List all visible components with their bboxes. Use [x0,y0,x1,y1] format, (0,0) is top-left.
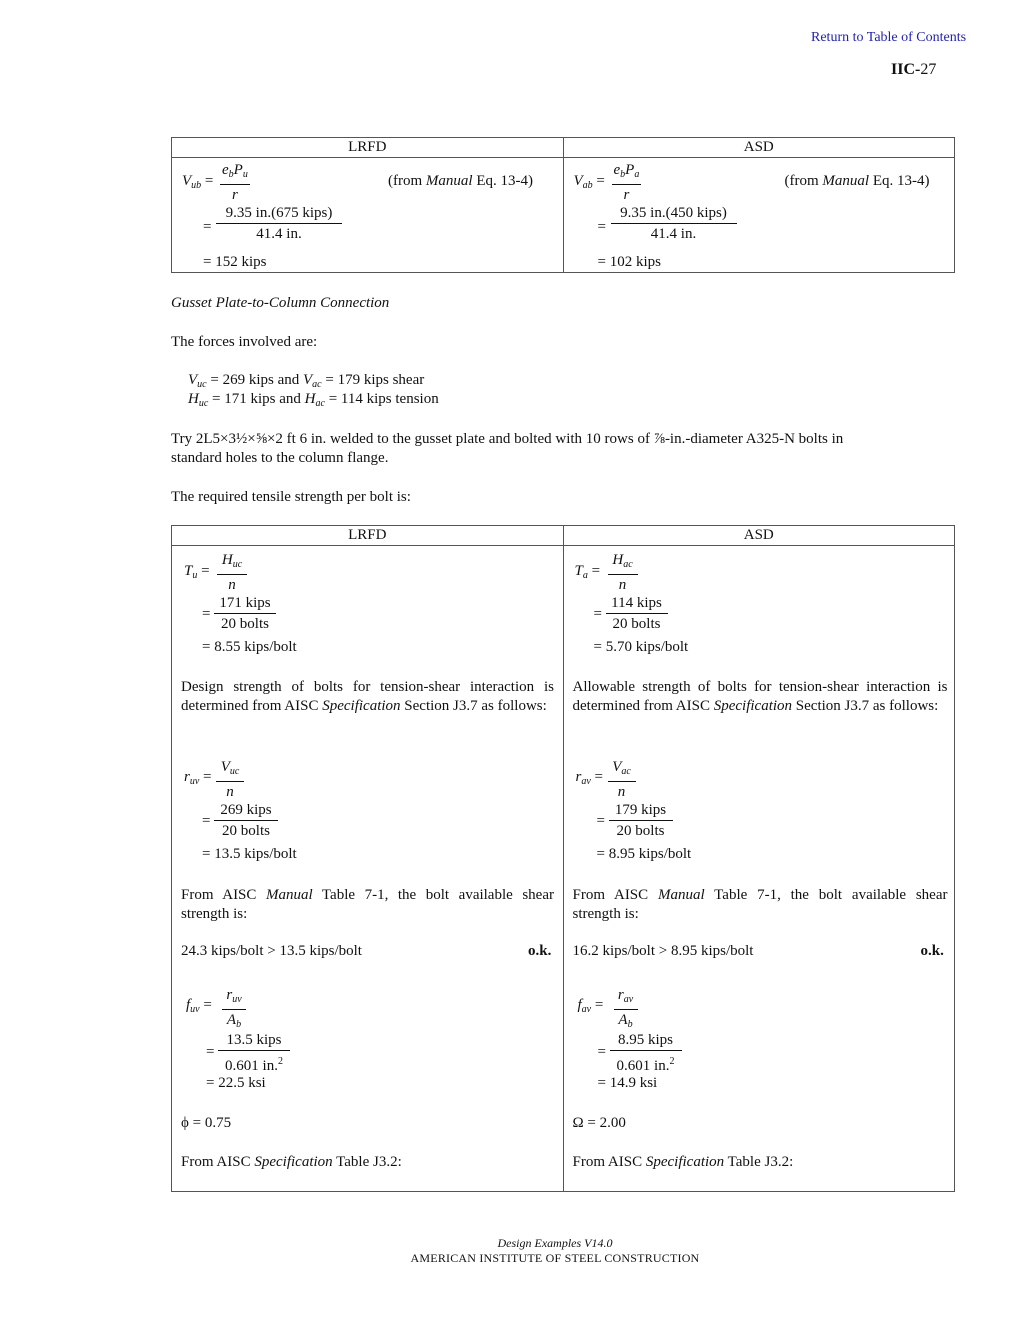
asd-ta-lhs: $T_a$ = [574,563,601,581]
table1-header-lrfd: LRFD [172,138,564,158]
lrfd-eq-reference: (from Manual Eq. 13-4) [388,173,533,189]
asd-fav-substitution: 8.95 kips 0.601 in.$^2$ [610,1031,682,1077]
lrfd-vub-substitution: 9.35 in.(675 kips) 41.4 in. [216,204,342,245]
bolt-strength-table [171,525,955,1192]
asd-spec-table-ref: From AISC Specification Table J3.2: [572,1154,794,1170]
asd-vab-lhs: $V_{ab}$ = [573,173,605,191]
shear-calc-table [171,137,955,273]
asd-ta-result: = 5.70 kips/bolt [593,639,689,655]
asd-safety-factor: Ω = 2.00 [572,1115,626,1131]
asd-vab-substitution: 9.35 in.(450 kips) 41.4 in. [611,204,737,245]
lrfd-compare: 24.3 kips/bolt > 13.5 kips/bolt [181,943,362,959]
asd-ta-fraction: $H_{ac}$ n [608,551,638,596]
page-number [891,61,936,79]
forces-intro: The forces involved are: [171,334,318,350]
force-line-tension: $H_{uc} = 171$ kips and $H_{ac} = 114$ kips tension [188,391,439,409]
page-number-value: 27 [920,61,937,78]
asd-interaction-paragraph: Allowable strength of bolts for tension-shear interaction is determined from AISC Specification Section J3.7 as follows: [572,679,948,714]
asd-vab-fraction: $e_bP_a$ r [613,162,640,203]
try-line-1: Try 2L5×3½×⅝×2 ft 6 in. welded to the gusset plate and bolted with 10 rows of ⅞-in.-diameter A325-N bolts in [171,431,844,447]
table1-asd-cell: $V_{ab}$ = $e_bP_a$ r (from Manual Eq. 13-4) = 9.35 in.(450 kips) 41.4 in. = 102 kips [563,158,955,273]
asd-ta-substitution: 114 kips 20 bolts [606,594,668,635]
lrfd-spec-table-ref: From AISC Specification Table J3.2: [181,1154,402,1170]
lrfd-interaction-paragraph: Design strength of bolts for tension-shear interaction is determined from AISC Specification Section J3.7 as follows: [181,679,554,714]
try-line-2: standard holes to the column flange. [171,450,389,466]
asd-eq-reference: (from Manual Eq. 13-4) [784,173,930,189]
lrfd-resistance-factor: ϕ = 0.75 [181,1115,232,1131]
lrfd-ruv-substitution: 269 kips 20 bolts [214,801,278,842]
table1-header-asd: ASD [563,138,955,158]
lrfd-table71-paragraph: From AISC Manual Table 7-1, the bolt available shear strength is: [181,887,554,922]
footer-org-name: AMERICAN INSTITUTE OF STEEL CONSTRUCTION [410,1251,700,1265]
asd-table71-paragraph: From AISC Manual Table 7-1, the bolt available shear strength is: [572,887,948,922]
lrfd-tu-substitution: 171 kips 20 bolts [214,594,276,635]
lrfd-fuv-fraction: $r_{uv}$ $A_b$ [222,986,246,1035]
page-prefix: IIC- [891,61,921,78]
table2-asd-cell: $T_a$ = $H_{ac}$ n = 114 kips 20 bolts = 5.70 kips/bolt Allowable strength of bolts for tension-shear interaction is determined from AISC Specification Section J3.7 as follows: $r_{av}$ = $V_{ac}$ n = 179 kips 20 bolts = 8.95 kips/bolt From AISC Manual Table 7-1, the bolt available shear strength is: 16.2 kips/bolt > 8.95 kips/bolt o.k. $f_{av}$ = $r_{av}$ $A_b$ = 8.95 kips 0.601 in.$^2$ = 14.9 ksi Ω = 2.00 From AISC Specification Table J3.2: [563,546,955,1192]
asd-rav-substitution: 179 kips 20 bolts [609,801,673,842]
required-strength-intro: The required tensile strength per bolt is: [171,489,411,505]
footer-doc-title: Design Examples V14.0 [497,1236,613,1250]
asd-fav-fraction: $r_{av}$ $A_b$ [614,986,638,1035]
section-title: Gusset Plate-to-Column Connection [171,295,390,311]
asd-vab-result: = 102 kips [597,254,661,270]
lrfd-ruv-result: = 13.5 kips/bolt [202,846,297,862]
asd-compare: 16.2 kips/bolt > 8.95 kips/bolt [572,943,754,959]
lrfd-ruv-fraction: $V_{uc}$ n [216,758,244,803]
lrfd-ruv-lhs: $r_{uv}$ = [184,769,212,787]
lrfd-vub-result: = 152 kips [203,254,267,270]
lrfd-tu-lhs: $T_u$ = [184,563,210,581]
asd-fav-result: = 14.9 ksi [597,1075,658,1091]
lrfd-vub-lhs: $V_{ub}$ = [182,173,214,191]
return-to-toc-link[interactable]: Return to Table of Contents [811,30,967,45]
asd-rav-fraction: $V_{ac}$ n [608,758,636,803]
lrfd-tu-fraction: $H_{uc}$ n [217,551,247,596]
table2-header-lrfd: LRFD [172,526,564,546]
lrfd-fuv-lhs: $f_{uv}$ = [186,997,212,1015]
table2-lrfd-cell: $T_u$ = $H_{uc}$ n = 171 kips 20 bolts = 8.55 kips/bolt Design strength of bolts for tension-shear interaction is determined from AISC Specification Section J3.7 as follows: $r_{uv}$ = $V_{uc}$ n = 269 kips 20 bolts = 13.5 kips/bolt From AISC Manual Table 7-1, the bolt available shear strength is: 24.3 kips/bolt > 13.5 kips/bolt o.k. $f_{uv}$ = $r_{uv}$ $A_b$ = 13.5 kips 0.601 in.$^2$ = 22.5 ksi ϕ = 0.75 From AISC Specification Table J3.2: [172,546,564,1192]
asd-rav-lhs: $r_{av}$ = [575,769,604,787]
lrfd-fuv-result: = 22.5 ksi [206,1075,266,1091]
lrfd-ok-label: o.k. [528,943,552,959]
force-line-shear: $V_{uc} = 269$ kips and $V_{ac} = 179$ kips shear [188,372,425,390]
table2-header-asd: ASD [563,526,955,546]
try-angles-paragraph [171,430,955,468]
table1-lrfd-cell: $V_{ub}$ = $e_bP_u$ r (from Manual Eq. 13-4) = 9.35 in.(675 kips) 41.4 in. = 152 kips [172,158,564,273]
asd-rav-result: = 8.95 kips/bolt [596,846,692,862]
asd-ok-label: o.k. [920,943,944,959]
lrfd-vub-fraction: $e_bP_u$ r [222,162,248,203]
lrfd-fuv-substitution: 13.5 kips 0.601 in.$^2$ [218,1031,290,1077]
asd-fav-lhs: $f_{av}$ = [577,997,604,1015]
lrfd-tu-result: = 8.55 kips/bolt [202,639,297,655]
